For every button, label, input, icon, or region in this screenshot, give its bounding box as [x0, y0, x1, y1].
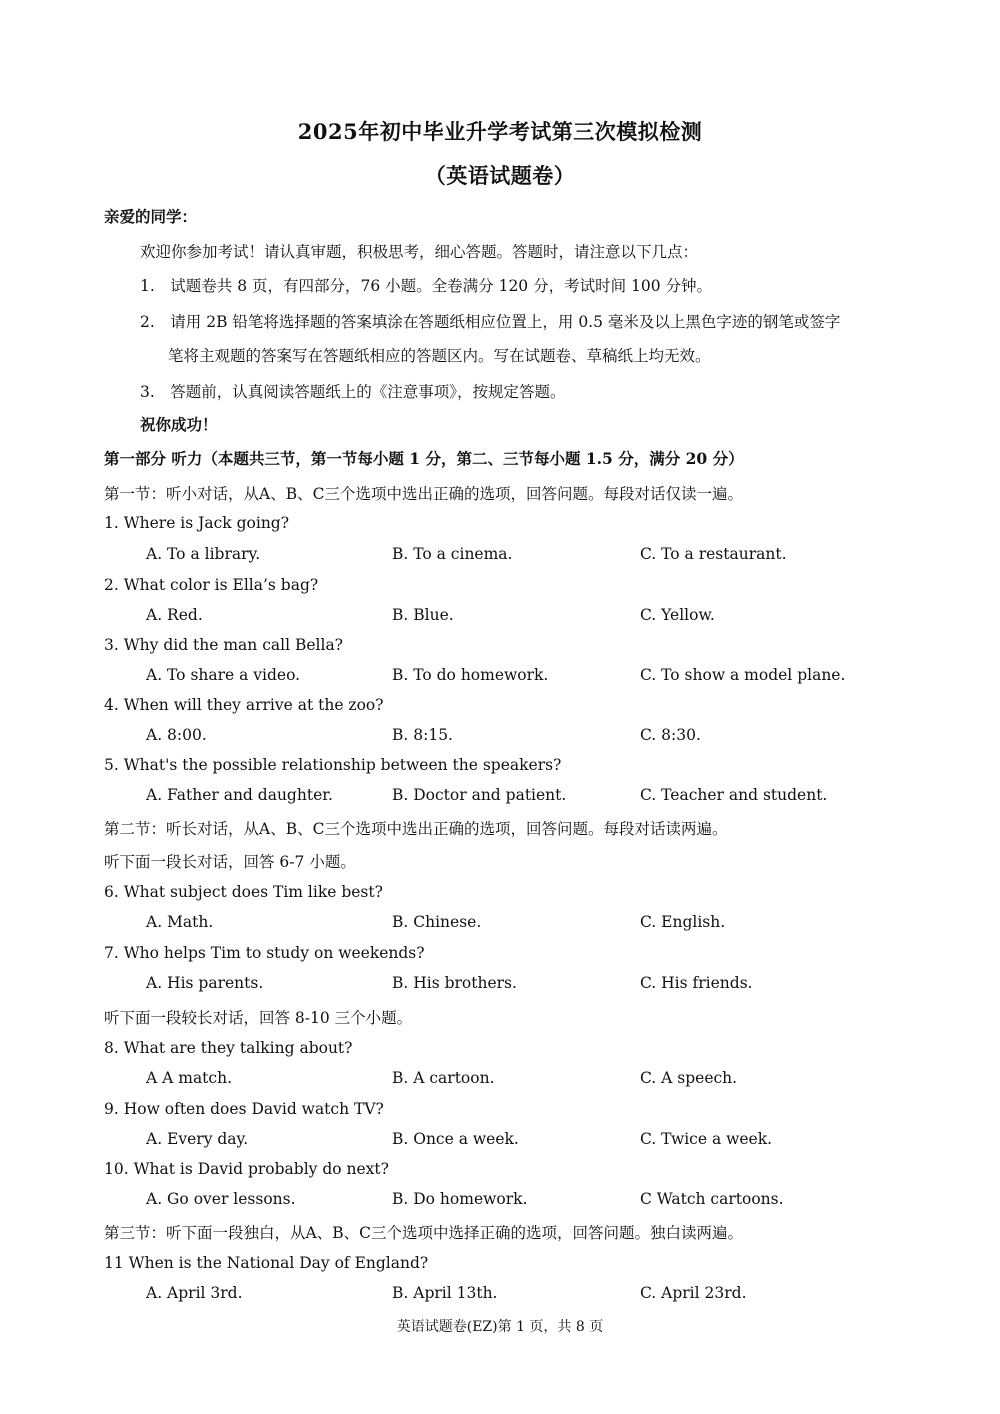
q2-option-c: C. Yellow. — [640, 606, 715, 624]
q1-option-b: B. To a cinema. — [392, 545, 513, 563]
q8-option-a: A A match. — [146, 1069, 232, 1087]
q6-option-c: C. English. — [640, 913, 726, 931]
q3-option-b: B. To do homework. — [392, 666, 549, 684]
section1-instructions: 第一节：听小对话，从A、B、C三个选项中选出正确的选项，回答问题。每段对话仅读一遍。 — [104, 485, 743, 503]
q6-option-a: A. Math. — [146, 913, 214, 931]
q7-option-b: B. His brothers. — [392, 974, 517, 992]
q6-option-b: B. Chinese. — [392, 913, 482, 931]
part1-heading: 第一部分 听力（本题共三节，第一节每小题 1 分，第二、三节每小题 1.5 分，满分 20 分） — [104, 449, 744, 468]
question-10: 10. What is David probably do next? — [104, 1160, 389, 1178]
q9-option-a: A. Every day. — [146, 1130, 249, 1148]
q10-option-b: B. Do homework. — [392, 1190, 528, 1208]
q11-option-c: C. April 23rd. — [640, 1284, 747, 1302]
note-2-cont: 笔将主观题的答案写在答题纸相应的答题区内。写在试题卷、草稿纸上均无效。 — [168, 347, 711, 365]
q3-option-a: A. To share a video. — [146, 666, 301, 684]
q9-option-b: B. Once a week. — [392, 1130, 519, 1148]
q3-option-c: C. To show a model plane. — [640, 666, 846, 684]
q9-option-c: C. Twice a week. — [640, 1130, 773, 1148]
q5-option-a: A. Father and daughter. — [146, 786, 333, 804]
greeting: 亲爱的同学： — [104, 207, 198, 226]
question-11: 11 When is the National Day of England? — [104, 1254, 429, 1272]
q10-option-c: C Watch cartoons. — [640, 1190, 784, 1208]
q7-option-a: A. His parents. — [146, 974, 264, 992]
welcome-text: 欢迎你参加考试！请认真审题，积极思考，细心答题。答题时，请注意以下几点： — [140, 243, 699, 261]
q11-option-b: B. April 13th. — [392, 1284, 498, 1302]
q7-option-c: C. His friends. — [640, 974, 753, 992]
q4-option-a: A. 8:00. — [146, 726, 207, 744]
question-4: 4. When will they arrive at the zoo? — [104, 696, 384, 714]
q10-option-a: A. Go over lessons. — [146, 1190, 296, 1208]
q8-option-c: C. A speech. — [640, 1069, 738, 1087]
q5-option-b: B. Doctor and patient. — [392, 786, 567, 804]
question-6: 6. What subject does Tim like best? — [104, 883, 383, 901]
exam-title: 2025年初中毕业升学考试第三次模拟检测 — [297, 119, 703, 144]
q1-option-c: C. To a restaurant. — [640, 545, 787, 563]
question-1: 1. Where is Jack going? — [104, 514, 290, 532]
section2-sub1: 听下面一段长对话，回答 6-7 小题。 — [104, 853, 356, 871]
section2-sub2: 听下面一段较长对话，回答 8-10 三个小题。 — [104, 1009, 413, 1027]
question-3: 3. Why did the man call Bella? — [104, 636, 343, 654]
question-8: 8. What are they talking about? — [104, 1039, 353, 1057]
q5-option-c: C. Teacher and student. — [640, 786, 828, 804]
good-luck: 祝你成功！ — [140, 415, 218, 434]
question-9: 9. How often does David watch TV? — [104, 1100, 384, 1118]
q4-option-c: C. 8:30. — [640, 726, 701, 744]
q8-option-b: B. A cartoon. — [392, 1069, 495, 1087]
q2-option-b: B. Blue. — [392, 606, 454, 624]
q1-option-a: A. To a library. — [146, 545, 261, 563]
note-1: 1. 试题卷共 8 页，有四部分，76 小题。全卷满分 120 分，考试时间 100 分钟。 — [140, 277, 713, 295]
section3-instructions: 第三节：听下面一段独白，从A、B、C三个选项中选择正确的选项，回答问题。独白读两遍。 — [104, 1224, 743, 1242]
question-7: 7. Who helps Tim to study on weekends? — [104, 944, 425, 962]
q2-option-a: A. Red. — [146, 606, 203, 624]
section2-instructions: 第二节：听长对话，从A、B、C三个选项中选出正确的选项，回答问题。每段对话读两遍。 — [104, 820, 728, 838]
note-2: 2. 请用 2B 铅笔将选择题的答案填涂在答题纸相应位置上，用 0.5 毫米及以上黑色字迹的钢笔或签字 — [140, 313, 841, 331]
q4-option-b: B. 8:15. — [392, 726, 453, 744]
note-3: 3. 答题前，认真阅读答题纸上的《注意事项》，按规定答题。 — [140, 383, 566, 401]
question-2: 2. What color is Ella’s bag? — [104, 576, 319, 594]
page-footer: 英语试题卷(EZ)第 1 页，共 8 页 — [396, 1319, 604, 1335]
q11-option-a: A. April 3rd. — [146, 1284, 243, 1302]
exam-subtitle: （英语试题卷） — [424, 163, 576, 188]
question-5: 5. What's the possible relationship between the speakers? — [104, 756, 562, 774]
